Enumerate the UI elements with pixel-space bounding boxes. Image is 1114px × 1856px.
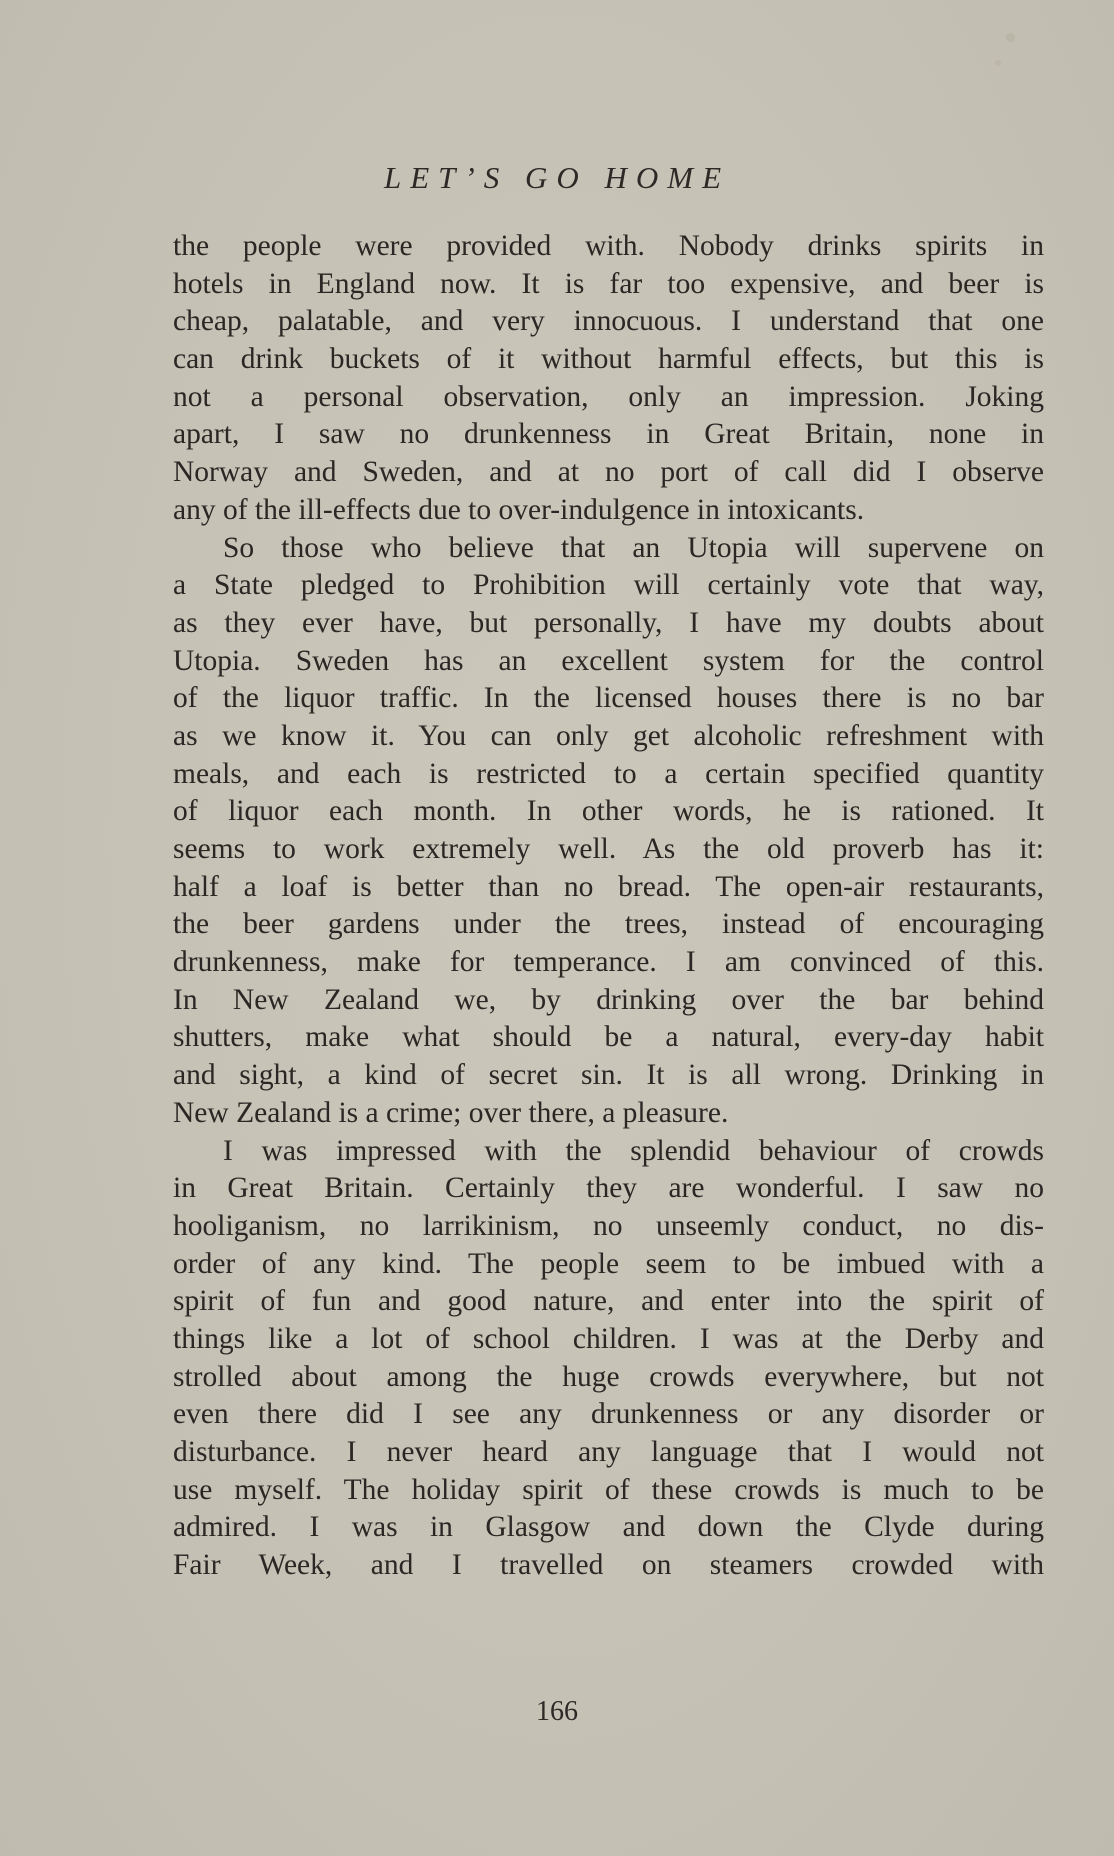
text-line: Fair Week, and I travelled on steamers crowded with [173,1549,1044,1582]
text-line: of liquor each month. In other words, he is rationed. It [173,795,1044,828]
text-line: the people were provided with. Nobody drinks spirits in [173,230,1044,262]
text-line: half a loaf is better than no bread. The open-air restaurants, [173,870,1044,903]
body-text [173,228,1044,1585]
text-line: admired. I was in Glasgow and down the Clyde during [173,1511,1044,1544]
text-line: spirit of fun and good nature, and enter into the spirit of [173,1285,1044,1318]
text-line: not a personal observation, only an impression. Joking [173,380,1044,413]
text-line: New Zealand is a crime; over there, a pleasure. [173,1096,729,1129]
text-line: seems to work extremely well. As the old proverb has it: [173,833,1044,865]
text-line: drunkenness, make for temperance. I am convinced of this. [173,946,1044,979]
paper-blemish [995,60,1001,66]
text-line: order of any kind. The people seem to be imbued with a [173,1247,1044,1280]
text-line: apart, I saw no drunkenness in Great Britain, none in [173,418,1044,451]
text-line: even there did I see any drunkenness or any disorder or [173,1398,1044,1431]
text-line: can drink buckets of it without harmful effects, but this is [173,343,1044,376]
text-line: I was impressed with the splendid behaviour of crowds [223,1134,1044,1167]
text-line: in Great Britain. Certainly they are wonderful. I saw no [173,1172,1044,1205]
text-line: strolled about among the huge crowds everywhere, but not [173,1360,1044,1393]
text-line: cheap, palatable, and very innocuous. I understand that one [173,305,1044,338]
running-head: LET’S GO HOME [383,160,731,195]
text-line: a State pledged to Prohibition will certainly vote that way, [173,569,1044,602]
text-line: Norway and Sweden, and at no port of call did I observe [173,456,1044,489]
text-line: as they ever have, but personally, I have my doubts about [173,606,1044,639]
text-line: of the liquor traffic. In the licensed houses there is no bar [173,682,1044,715]
text-line: hotels in England now. It is far too expensive, and beer is [173,267,1044,300]
page-number: 166 [536,1696,578,1727]
text-line: as we know it. You can only get alcoholic refreshment with [173,719,1044,752]
text-line: the beer gardens under the trees, instead of encouraging [173,908,1044,941]
text-line: hooliganism, no larrikinism, no unseemly conduct, no dis- [173,1209,1044,1242]
text-line: shutters, make what should be a natural, every-day habit [173,1021,1044,1054]
text-line: and sight, a kind of secret sin. It is all wrong. Drinking in [173,1059,1044,1092]
paper-blemish [1006,33,1015,42]
text-line: In New Zealand we, by drinking over the bar behind [173,983,1044,1016]
text-line: So those who believe that an Utopia will supervene on [223,531,1044,564]
text-line: things like a lot of school children. I was at the Derby and [173,1322,1044,1355]
text-line: meals, and each is restricted to a certain specified quantity [173,757,1044,790]
text-line: any of the ill-effects due to over-indulgence in intoxicants. [173,493,865,526]
text-line: use myself. The holiday spirit of these crowds is much to be [173,1473,1044,1506]
text-line: disturbance. I never heard any language that I would not [173,1436,1044,1468]
text-line: Utopia. Sweden has an excellent system for the control [173,644,1044,677]
